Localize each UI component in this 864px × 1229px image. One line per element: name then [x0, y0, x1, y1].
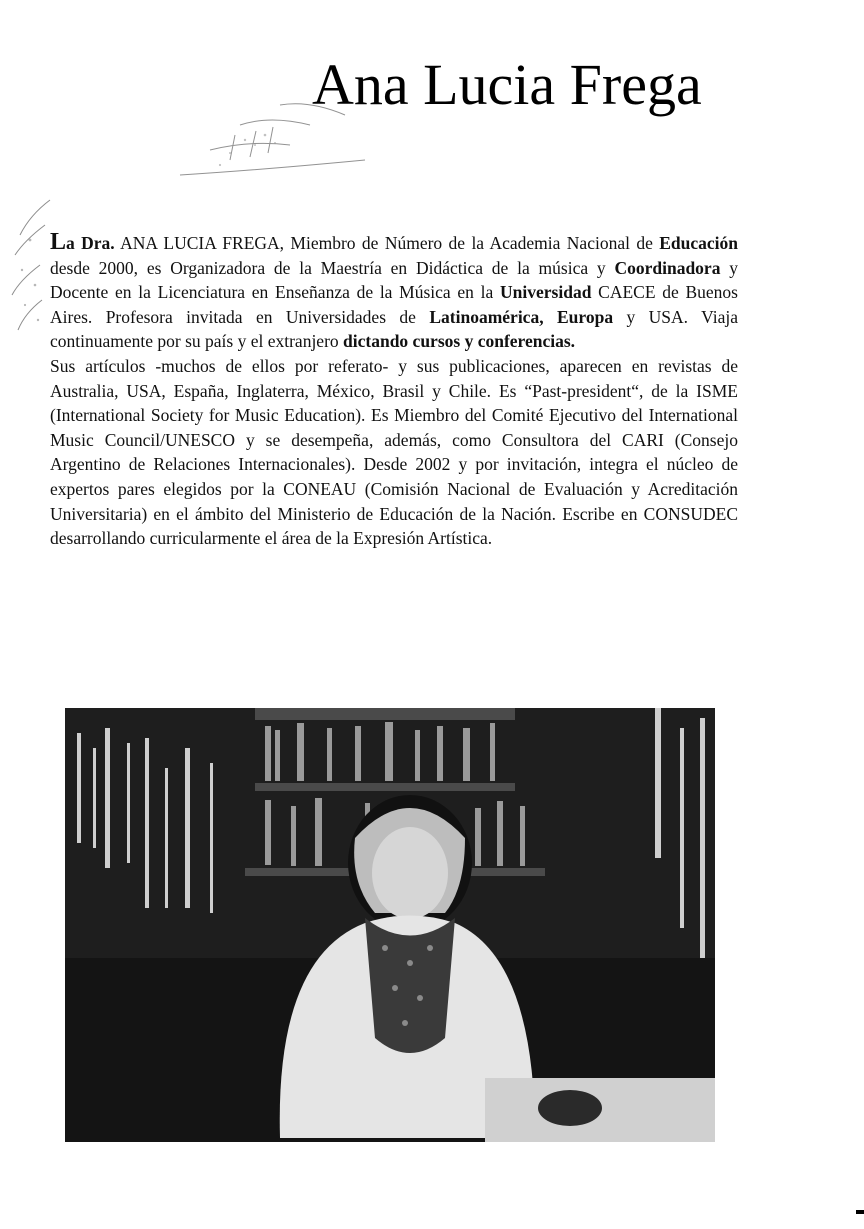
scan-smudge-decoration: [170, 95, 370, 185]
biography-paragraph-1: [50, 230, 738, 354]
bio-text-g: CAECE de Buenos Aires. Profesora invitada en Universidades de: [50, 282, 738, 327]
bio-text-a: ANA LUCIA FREGA, Miembro de Número de la Academia Nacional de: [114, 233, 660, 253]
biography-paragraph-2: Sus artículos -muchos de ellos por referato- y sus publicaciones, aparecen en revistas de Australia, USA, España, Inglaterra, México, Brasil y Chile. Es “Past-president“, de la ISME (International Society for Music Education). Es Miembro del Comité Ejecutivo del International Music Council/UNESCO y se desempeña, además, como Consultora del CARI (Consejo Argentino de Relaciones Internacionales). Desde 2002 y por invitación, integra el núcleo de expertos pares elegidos por la CONEAU (Comisión Nacional de Evaluación y Acreditación Universitaria) en el ámbito del Ministerio de Educación de la Nación. Escribe en CONSUDEC desarrollando curricularmente el área de la Expresión Artística.: [50, 355, 738, 549]
portrait-photo: [65, 708, 715, 1142]
bio-text-f: Universidad: [500, 282, 592, 303]
bio-text-d: Coordinadora: [614, 257, 721, 278]
drop-cap: L: [50, 229, 67, 255]
bio-text-i: y USA. Viaja continuamente por su país y el extranjero: [50, 306, 738, 352]
bio-text-c: desde 2000, es Organizadora de la Maestría en Didáctica de la música y: [50, 257, 615, 278]
page-title: Ana Lucia Frega: [312, 52, 702, 117]
biography-text: [50, 230, 738, 551]
bio-text-b: Educación: [659, 233, 739, 253]
bio-text-h: Latinoamérica, Europa: [429, 306, 614, 327]
title-prefix: a Dra.: [66, 233, 115, 253]
bio-text-e: y Docente en la Licenciatura en Enseñanza de la Música en la: [50, 257, 738, 303]
bio-text-j: dictando cursos y conferencias.: [343, 331, 576, 352]
scan-edge-mark: [856, 1210, 864, 1214]
